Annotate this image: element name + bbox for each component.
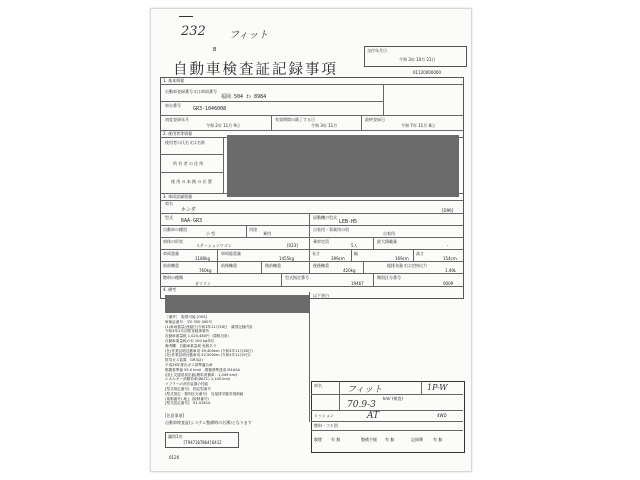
rear-front-axle-label: 後前軸重	[265, 263, 281, 268]
remarks-note-line: 自動車重量税の未 100 kg単位	[165, 338, 215, 343]
front-front-axle-label: 前前軸重	[163, 263, 179, 268]
remarks-note-line: (在)作業証明自動車用 52,500km (令和3年12月9日)	[165, 353, 251, 358]
document-title: 自動車検査証記録事項	[173, 62, 338, 78]
caution-text: 自動車検査証(システム整備時の名簿)となります	[165, 420, 252, 425]
card-record-label: 記録簿	[411, 437, 423, 442]
max-load-value: -	[447, 243, 449, 248]
card-km-value: 70.9-3	[347, 400, 376, 410]
handwritten-car-name: フィット	[229, 30, 269, 41]
footer-code: 0120	[169, 455, 180, 460]
remarks-note-line: [型式認定番号] 91-01614	[165, 401, 211, 406]
card-smoke-label: 喫煙	[314, 437, 322, 442]
expiry-label: 有効期間の満了する日	[275, 117, 315, 122]
remarks-note-line: エネルギー消費効率(WLTC) 1,100 km/l	[165, 377, 231, 382]
first-reg-label: 初度登録年月	[165, 117, 189, 122]
remarks-note-line: 平成26年排出ガス基準適合車	[165, 362, 213, 367]
section-1-title: 1. 基本情報	[163, 78, 185, 83]
remarks-note-line: マフラーの消音装置の性能	[165, 382, 209, 387]
barcode-value: [T947167864]6412	[183, 440, 222, 445]
length-value: 399cm	[331, 256, 345, 261]
card-fuel-label: 燃料・フル別	[314, 423, 338, 428]
first-reg-value: 令和 2年 11月 9日	[206, 123, 240, 128]
front-rear-axle-label: 前後軸重	[221, 263, 237, 268]
remarks-note-line: 備考欄：自動車重量税 免税あり	[165, 343, 217, 348]
remarks-note-line: 燃費基準値 55.0 km/l 燃費基準達成 M1ASA	[165, 367, 240, 372]
front-front-axle-value: 760kg	[199, 268, 212, 273]
rear-rear-axle-label: 後後軸重	[313, 263, 329, 268]
model-value: 6AA-GR3	[181, 218, 203, 224]
card-mission-value: AT	[367, 411, 380, 421]
form-mark: B	[213, 47, 217, 53]
section-3-title: 3. 車両詳細情報	[163, 194, 193, 199]
card-shape-value: 1P-W	[427, 383, 448, 392]
height-value: 154cm	[443, 256, 457, 261]
engine-label: 原動機の型式	[313, 215, 337, 220]
card-km-label: km/ (検査)	[383, 396, 403, 401]
vehicle-kind-value: 小 型	[206, 231, 216, 236]
handwritten-number: 232	[181, 24, 206, 39]
redacted-owner-info	[227, 135, 459, 197]
redacted-remarks	[165, 295, 309, 313]
remarks-note-line: 自動車重量税 1,020,480円（課税対象）	[165, 334, 232, 339]
issue-date-label: 交付年月日	[367, 48, 387, 53]
seating-label: 乗車定員	[313, 239, 329, 244]
width-value: 169cm	[395, 256, 409, 261]
use-label: 用途	[249, 227, 257, 232]
vehicle-weight-value: 1180kg	[195, 256, 211, 261]
handwritten-overline	[179, 16, 193, 17]
type-designation-value: 19467	[351, 281, 364, 286]
displacement-value: 1.49L	[445, 268, 457, 273]
maker-label: 車名	[165, 201, 173, 206]
gross-weight-value: 1455kg	[279, 256, 295, 261]
user-name-label: 使用者の氏名又は名称	[165, 140, 205, 145]
caution-title: [注意事項]	[165, 413, 185, 418]
remarks-blank-note: 以下余白	[313, 293, 329, 298]
business-use-value: 自家用	[383, 231, 395, 236]
class-number-value: 0009	[443, 281, 454, 286]
maker-code: [D96]	[442, 208, 454, 213]
remarks-note-line: 令和3年2月初度登録事業所	[165, 329, 210, 334]
remarks-note-line: 車検証番号：平0 550 000号	[165, 319, 213, 324]
card-name-label: 車名	[314, 383, 322, 388]
expiry-value: 令和 3年 11月	[311, 123, 338, 128]
document-serial: 01120000000	[413, 70, 441, 75]
gross-weight-label: 車両総重量	[221, 251, 241, 256]
remarks-note-line: (国土交通省届出値)燃料消費率：1,049 km/l	[165, 372, 238, 377]
seating-value: 5人	[351, 243, 358, 248]
body-shape-code: [023]	[287, 243, 298, 248]
section-2-title: 2. 使用者等情報	[163, 131, 193, 136]
card-name-value: フィット	[347, 385, 383, 395]
fuel-type-value: ガソリン	[195, 281, 211, 286]
card-record-value: 有 無	[433, 437, 443, 442]
issue-date-value: 令和 3年 10月 21日	[399, 57, 436, 62]
card-smoke-value: 有 無	[331, 437, 341, 442]
owner-address-label: 所 有 者 の 住 所	[173, 161, 204, 166]
rear-rear-axle-value: 420kg	[343, 268, 356, 273]
reg-number-value: 福岡 504 わ 8984	[221, 94, 267, 100]
vehicle-weight-label: 車両重量	[163, 251, 179, 256]
base-location-label: 使 用 の 本 拠 の 位 置	[171, 179, 212, 184]
length-label: 長さ	[312, 251, 320, 256]
height-label: 高さ	[416, 251, 424, 256]
business-use-label: 自家用・事業用の別	[313, 227, 349, 232]
use-value: 乗用	[263, 231, 271, 236]
body-shape-label: 車体の形状	[163, 239, 183, 244]
vehicle-inspection-record-sheet	[150, 8, 472, 472]
class-number-label: 類別区分番号	[377, 275, 401, 280]
card-book-label: 整備手帳	[361, 437, 377, 442]
width-label: 幅	[354, 251, 358, 256]
last-reg-label: 最終登録日	[365, 117, 385, 122]
remarks-note-line: (型式指定・類別区分番号) 近接排気騒音規制値	[165, 391, 244, 396]
vehicle-kind-label: 自動車の種別	[163, 227, 187, 232]
maker-value: ホンダ	[181, 207, 196, 213]
section-4-title: 4. 備考	[163, 287, 177, 292]
model-label: 型式	[165, 215, 173, 220]
reg-number-label: 自動車登録番号又は車両番号	[165, 89, 217, 94]
remarks-notes	[165, 315, 307, 406]
engine-value: LEB-H5	[339, 219, 358, 225]
barcode-label: 識別1功	[168, 434, 183, 439]
card-book-value: 有 無	[385, 437, 395, 442]
type-designation-label: 型式指定番号	[285, 275, 309, 280]
vin-value: GR3-1046008	[193, 106, 227, 112]
remarks-note-line: 排気ガス装置 GR3(2)	[165, 358, 203, 363]
card-drive-value: 4WD	[437, 413, 447, 418]
fuel-type-label: 燃料の種類	[163, 275, 183, 280]
remarks-note-line: (規制番号) 地上 (規制番号)	[165, 396, 209, 401]
remarks-note-line: ［備考］ 脱着可能 [OSS]	[165, 315, 207, 319]
max-load-label: 最大積載量	[377, 239, 397, 244]
card-mission-label: ミッション	[314, 413, 334, 418]
remarks-note-line: [型式指定番号] 指定型番号	[165, 386, 211, 391]
body-shape-value: ステーションワゴン	[196, 243, 232, 248]
remarks-note-line: (在)作業証明自動車用 39,400km (令和3年11月28日)	[165, 348, 253, 353]
last-reg-value: 令和 7年 11月 8日	[401, 123, 435, 128]
displacement-label: 総排気量又は定格出力	[387, 263, 427, 268]
remarks-note-line: (1)車両重量(登録日)令和3年11月28日 識別記録内容	[165, 324, 253, 329]
vin-label: 車台番号	[165, 103, 181, 108]
